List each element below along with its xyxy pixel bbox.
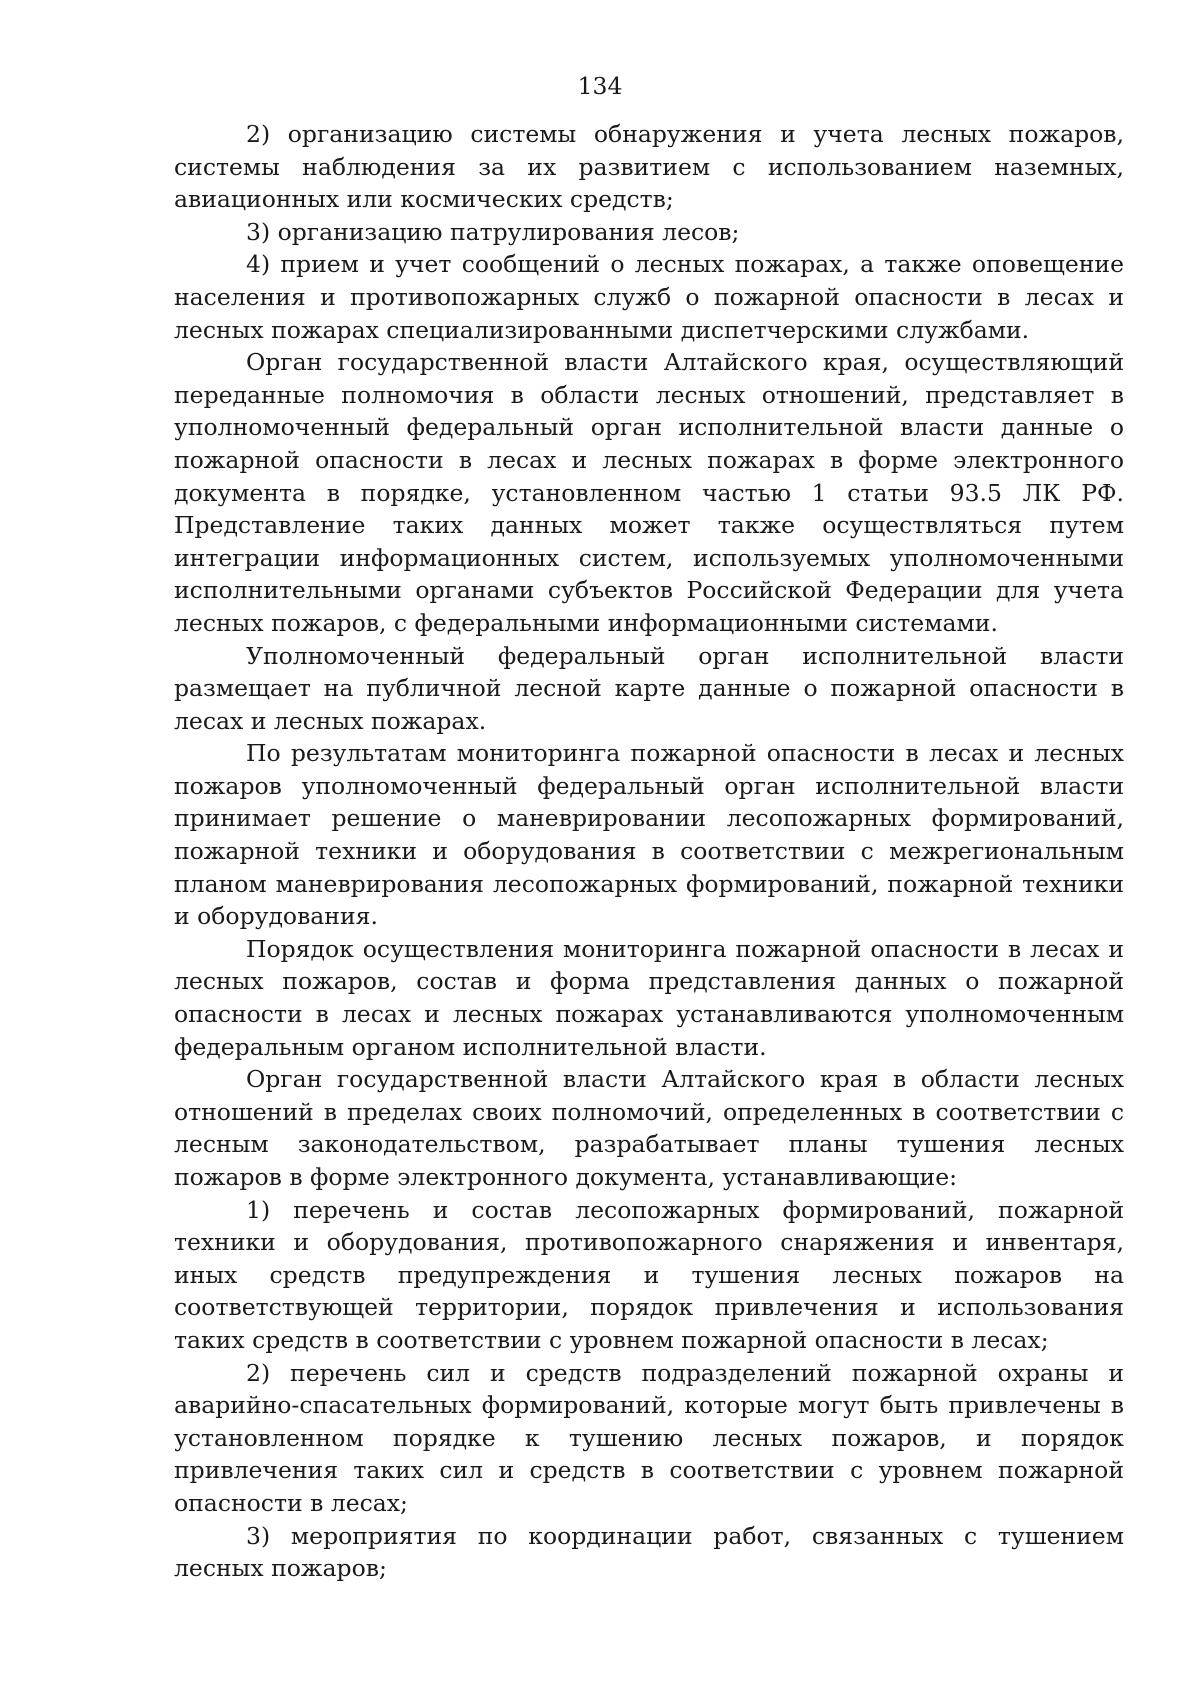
page-number: 134 (577, 72, 623, 100)
paragraph: 2) перечень сил и средств подразделений пожарной охраны и аварийно-спасательных формирований, которые могут быть привлечены в установленном порядке к тушению лесных пожаров, и порядок привлечения таких сил и средств в соответствии с уровнем пожарной опасности в лесах; (174, 1358, 1124, 1517)
paragraph: 1) перечень и состав лесопожарных формирований, пожарной техники и оборудования, противопожарного снаряжения и инвентаря, иных средств предупреждения и тушения лесных пожаров на соответствующей территории, порядок привлечения и использования таких средств в соответствии с уровнем пожарной опасности в лесах; (174, 1195, 1124, 1354)
paragraph: 3) организацию патрулирования лесов; (246, 217, 740, 246)
paragraph: По результатам мониторинга пожарной опасности в лесах и лесных пожаров уполномоченный федеральный орган исполнительной власти принимает решение о маневрировании лесопожарных формирований, пожарной техники и оборудования в соответствии с межрегиональным планом маневрирования лесопожарных формирований, пожарной техники и оборудования. (174, 739, 1124, 931)
paragraph: 4) прием и учет сообщений о лесных пожарах, а также оповещение населения и противопожарных служб о пожарной опасности в лесах и лесных пожарах специализированными диспетчерскими службами. (174, 250, 1124, 344)
paragraph: Орган государственной власти Алтайского края, осуществляющий переданные полномочия в области лесных отношений, представляет в уполномоченный федеральный орган исполнительной власти данные о пожарной опасности в лесах и лесных пожарах в форме электронного документа в порядке, установленном частью 1 статьи 93.5 ЛК РФ. Представление таких данных может также осуществляться путем интеграции информационных систем, используемых уполномоченными исполнительными органами субъектов Российской Федерации для учета лесных пожаров, с федеральными информационными системами. (174, 348, 1124, 637)
paragraph: 2) организацию системы обнаружения и учета лесных пожаров, системы наблюдения за их развитием с использованием наземных, авиационных или космических средств; (174, 120, 1124, 214)
paragraph: Порядок осуществления мониторинга пожарной опасности в лесах и лесных пожаров, состав и форма представления данных о пожарной опасности в лесах и лесных пожарах устанавливаются уполномоченным федеральным органом исполнительной власти. (174, 934, 1124, 1061)
paragraph: Уполномоченный федеральный орган исполнительной власти размещает на публичной лесной карте данные о пожарной опасности в лесах и лесных пожарах. (174, 641, 1124, 735)
document-body (174, 118, 1124, 1585)
paragraph: Орган государственной власти Алтайского края в области лесных отношений в пределах своих полномочий, определенных в соответствии с лесным законодательством, разрабатывает планы тушения лесных пожаров в форме электронного документа, устанавливающие: (174, 1065, 1124, 1191)
paragraph: 3) мероприятия по координации работ, связанных с тушением лесных пожаров; (174, 1521, 1124, 1583)
